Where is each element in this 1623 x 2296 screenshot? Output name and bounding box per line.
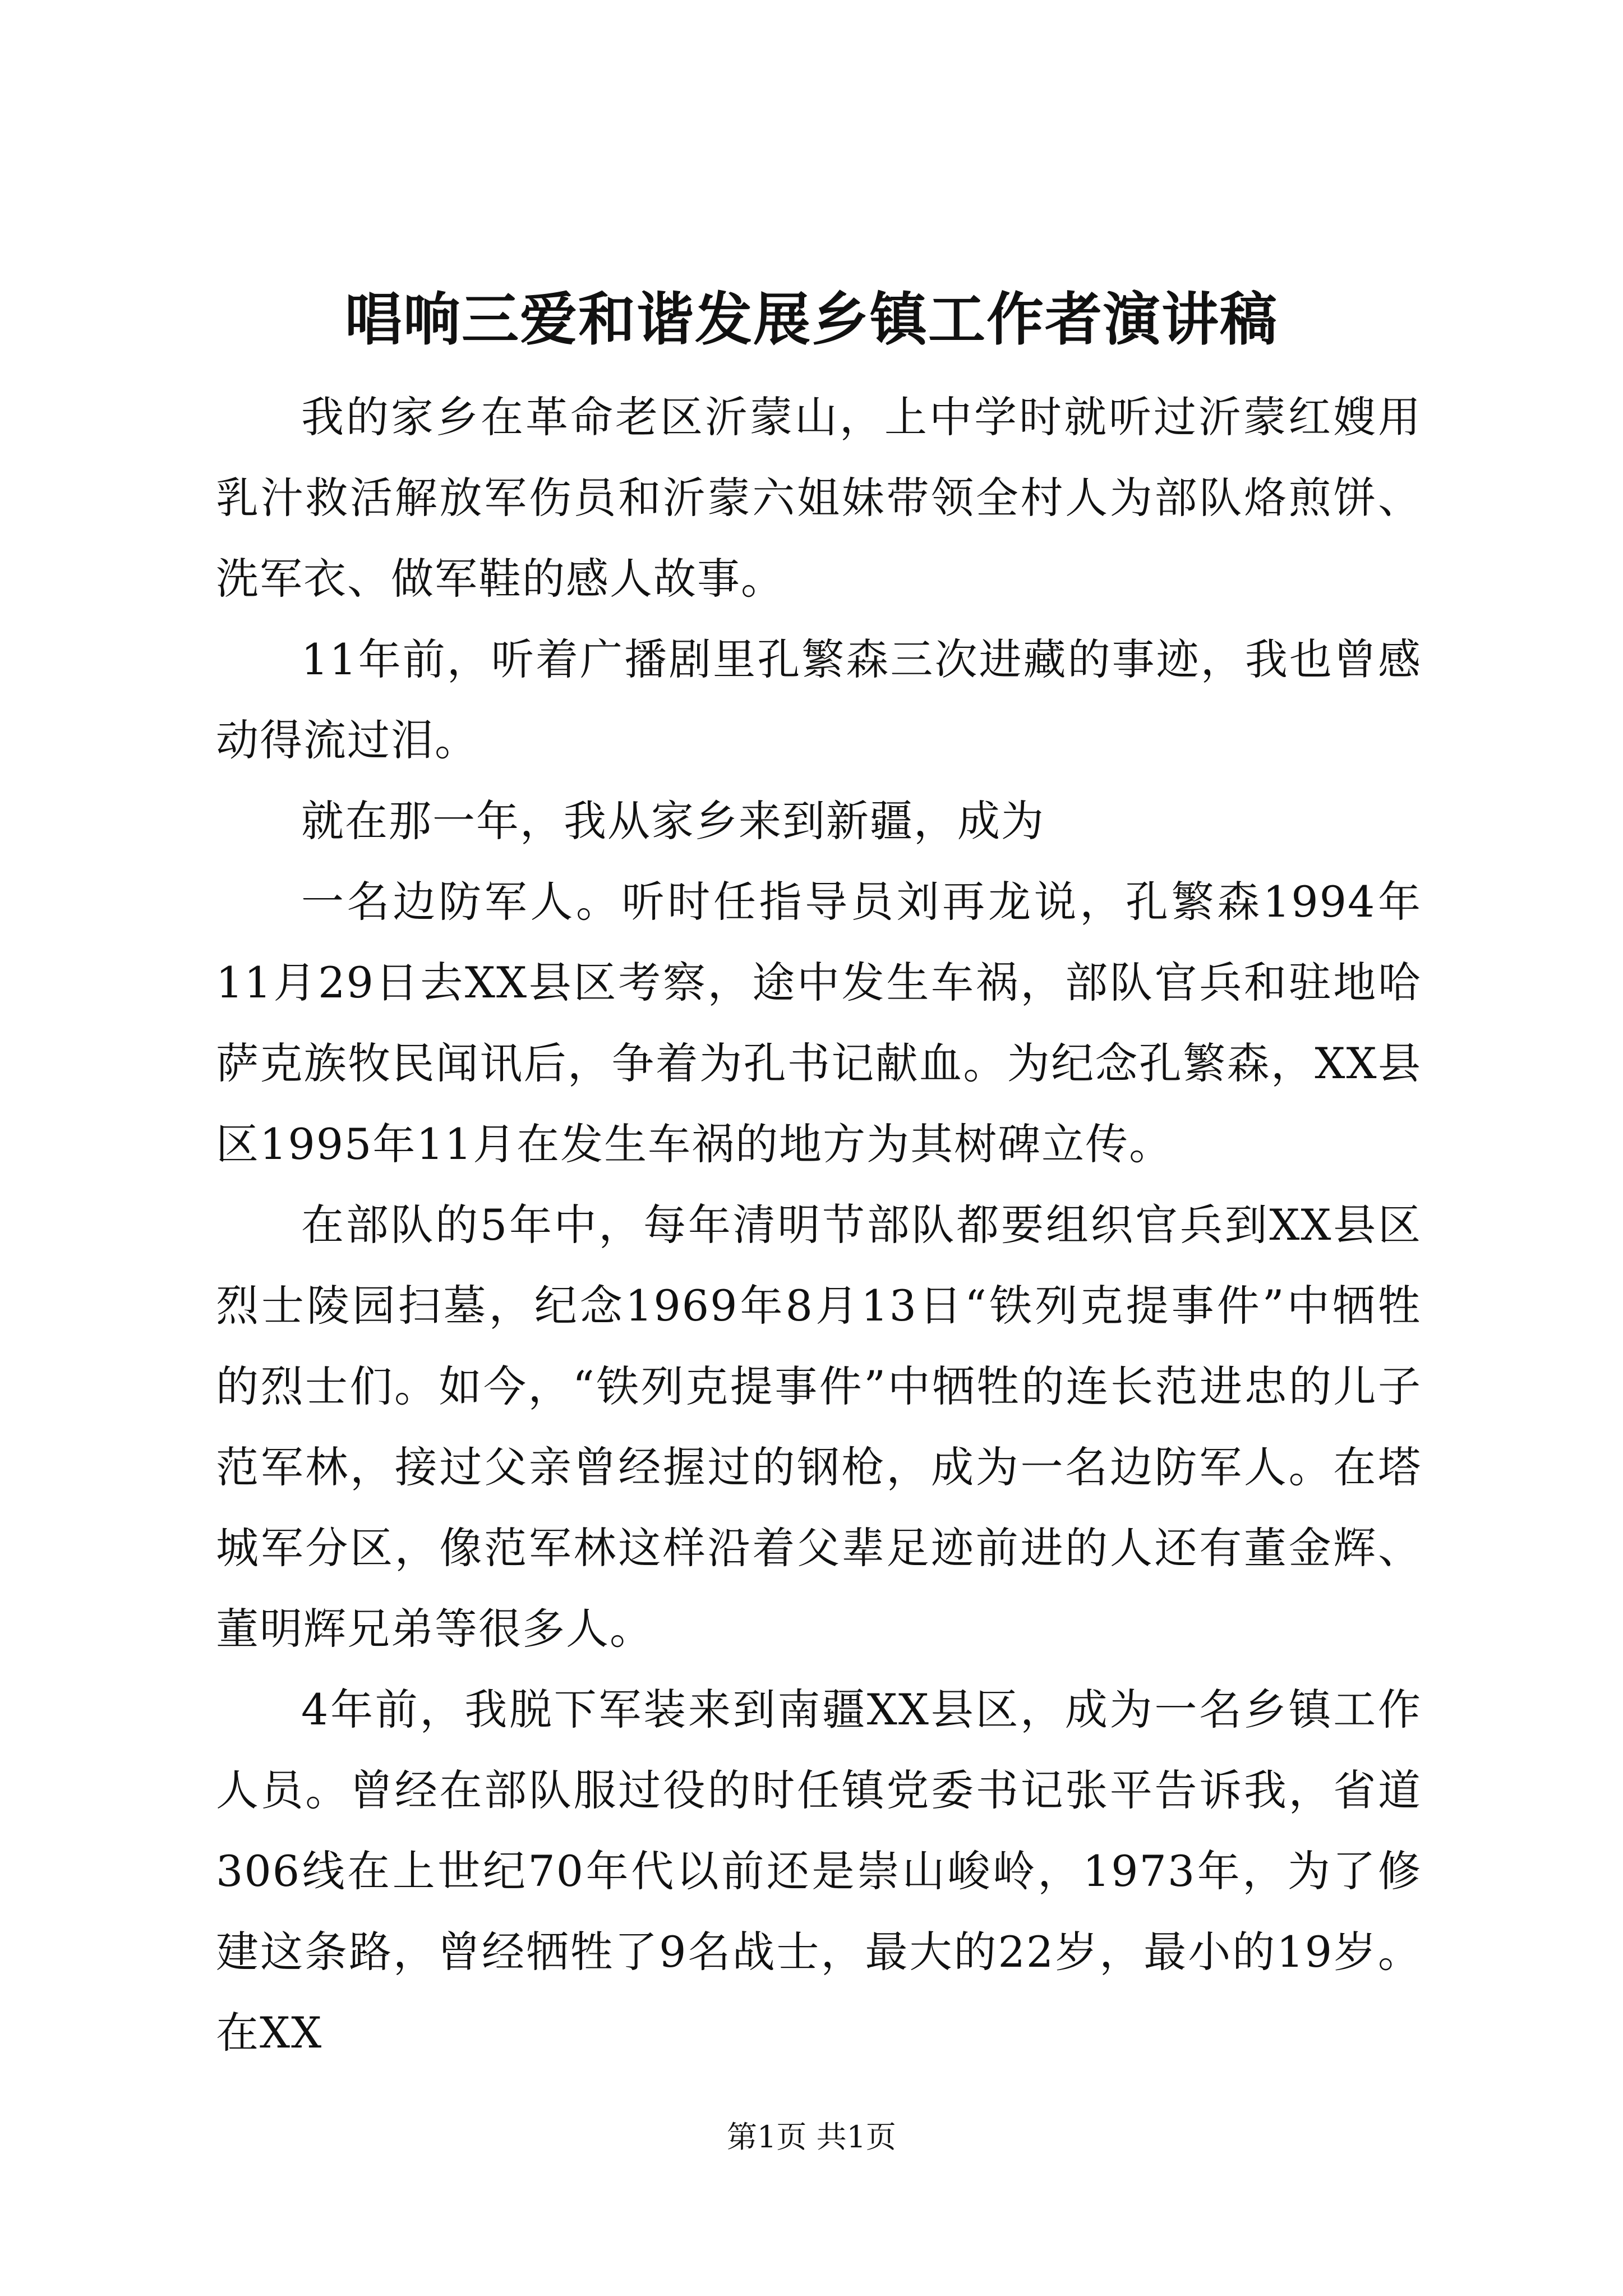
paragraph-3: 就在那一年，我从家乡来到新疆，成为 [301, 796, 1045, 846]
document-title: 唱响三爱和谐发展乡镇工作者演讲稿 [345, 286, 1278, 353]
paragraph-2: 11年前，听着广播剧里孔繁森三次进藏的事迹，我也曾感动得流过泪。 [216, 634, 1422, 765]
paragraph-1: 我的家乡在革命老区沂蒙山，上中学时就听过沂蒙红嫂用乳汁救活解放军伤员和沂蒙六姐妹带领全村人为部队烙煎饼、洗军衣、做军鞋的感人故事。 [216, 392, 1422, 604]
document-body [216, 377, 1422, 2073]
paragraph-5: 在部队的5年中，每年清明节部队都要组织官兵到XX县区烈士陵园扫墓，纪念1969年8月13日“铁列克提事件”中牺牲的烈士们。如今，“铁列克提事件”中牺牲的连长范进忠的儿子范军林，接过父亲曾经握过的钢枪，成为一名边防军人。在塔城军分区，像范军林这样沿着父辈足迹前进的人还有董金辉、董明辉兄弟等很多人。 [216, 1200, 1422, 1654]
paragraph-4: 一名边防军人。听时任指导员刘再龙说，孔繁森1994年11月29日去XX县区考察，途中发生车祸，部队官兵和驻地哈萨克族牧民闻讯后，争着为孔书记献血。为纪念孔繁森，XX县区1995年11月在发生车祸的地方为其树碑立传。 [216, 877, 1422, 1169]
page-footer: 第1页 共1页 [727, 2119, 896, 2155]
paragraph-6: 4年前，我脱下军装来到南疆XX县区，成为一名乡镇工作人员。曾经在部队服过役的时任镇党委书记张平告诉我，省道306线在上世纪70年代以前还是崇山峻岭，1973年，为了修建这条路，曾经牺牲了9名战士，最大的22岁，最小的19岁。在XX [216, 1685, 1422, 2058]
